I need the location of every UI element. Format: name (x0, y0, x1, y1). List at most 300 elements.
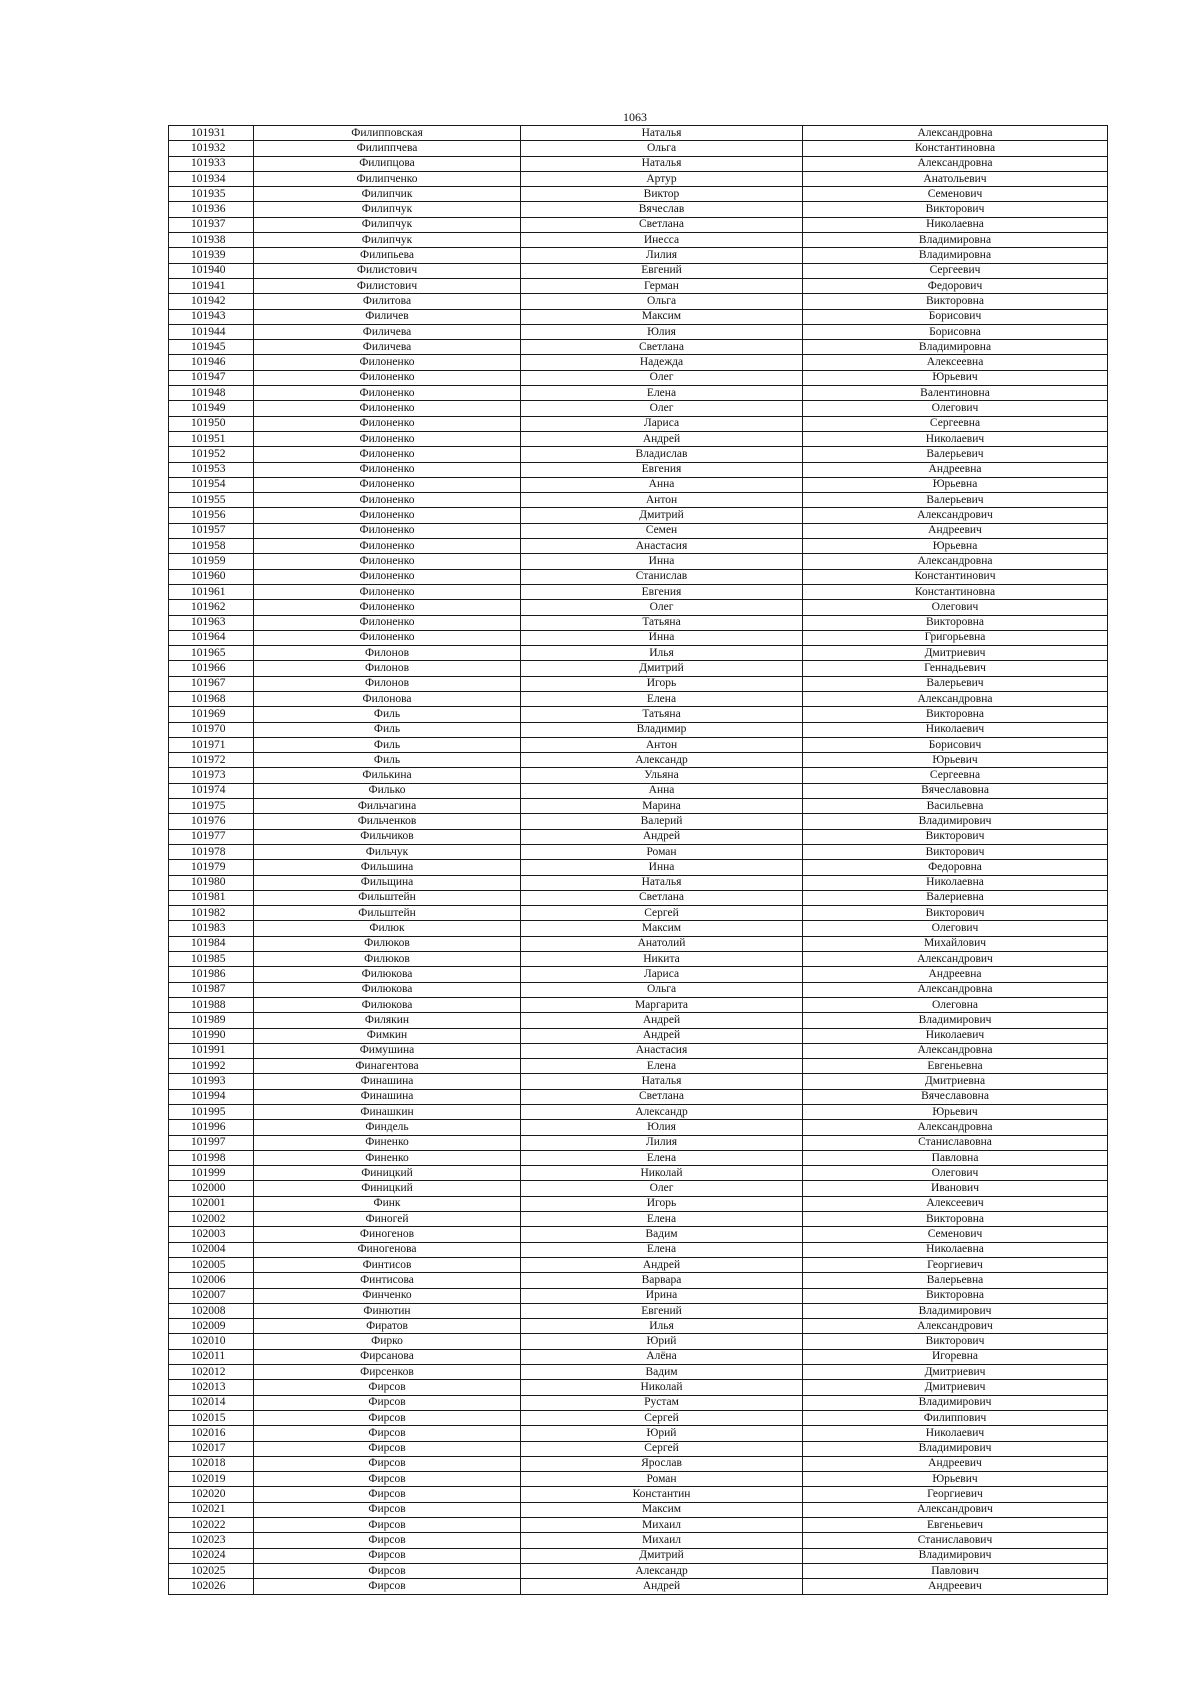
first-name-cell: Инна (521, 630, 803, 645)
record-number-cell: 101936 (169, 202, 254, 217)
table-row (169, 1487, 1108, 1502)
surname-cell: Фильчук (254, 844, 521, 859)
table-row (169, 1472, 1108, 1487)
table-row (169, 431, 1108, 446)
first-name-cell: Евгений (521, 263, 803, 278)
surname-cell: Финицкий (254, 1181, 521, 1196)
surname-cell: Фильченков (254, 814, 521, 829)
record-number-cell: 101974 (169, 783, 254, 798)
patronymic-cell: Семенович (803, 1227, 1108, 1242)
table-row (169, 768, 1108, 783)
record-number-cell: 101942 (169, 294, 254, 309)
patronymic-cell: Александровна (803, 1120, 1108, 1135)
surname-cell: Фирсов (254, 1380, 521, 1395)
patronymic-cell: Вячеславовна (803, 783, 1108, 798)
surname-cell: Фирсов (254, 1533, 521, 1548)
record-number-cell: 101945 (169, 340, 254, 355)
record-number-cell: 102008 (169, 1303, 254, 1318)
first-name-cell: Ульяна (521, 768, 803, 783)
surname-cell: Финенко (254, 1150, 521, 1165)
patronymic-cell: Александровна (803, 1043, 1108, 1058)
table-row (169, 936, 1108, 951)
table-row (169, 1456, 1108, 1471)
first-name-cell: Олег (521, 1181, 803, 1196)
table-row (169, 355, 1108, 370)
first-name-cell: Евгения (521, 584, 803, 599)
patronymic-cell: Владимирович (803, 1013, 1108, 1028)
patronymic-cell: Андреевич (803, 1456, 1108, 1471)
record-number-cell: 102019 (169, 1472, 254, 1487)
patronymic-cell: Олегович (803, 600, 1108, 615)
table-row (169, 1135, 1108, 1150)
patronymic-cell: Константиновна (803, 141, 1108, 156)
patronymic-cell: Александровна (803, 691, 1108, 706)
patronymic-cell: Алексеевич (803, 1196, 1108, 1211)
first-name-cell: Инна (521, 860, 803, 875)
surname-cell: Фирсенков (254, 1365, 521, 1380)
record-number-cell: 101947 (169, 370, 254, 385)
patronymic-cell: Станиславович (803, 1533, 1108, 1548)
record-number-cell: 101946 (169, 355, 254, 370)
patronymic-cell: Вячеславовна (803, 1089, 1108, 1104)
surname-cell: Филоненко (254, 569, 521, 584)
first-name-cell: Анастасия (521, 539, 803, 554)
patronymic-cell: Владимировна (803, 233, 1108, 248)
surname-cell: Филоненко (254, 539, 521, 554)
surname-cell: Фильчагина (254, 799, 521, 814)
surname-cell: Фильшина (254, 860, 521, 875)
table-row (169, 386, 1108, 401)
record-number-cell: 101994 (169, 1089, 254, 1104)
table-row (169, 416, 1108, 431)
first-name-cell: Николай (521, 1380, 803, 1395)
first-name-cell: Лариса (521, 967, 803, 982)
first-name-cell: Татьяна (521, 707, 803, 722)
first-name-cell: Марина (521, 799, 803, 814)
table-row (169, 844, 1108, 859)
record-number-cell: 101962 (169, 600, 254, 615)
surname-cell: Филякин (254, 1013, 521, 1028)
first-name-cell: Игорь (521, 676, 803, 691)
record-number-cell: 102021 (169, 1502, 254, 1517)
first-name-cell: Светлана (521, 890, 803, 905)
roster-table (168, 125, 1108, 1595)
table-row (169, 539, 1108, 554)
record-number-cell: 101933 (169, 156, 254, 171)
record-number-cell: 101934 (169, 171, 254, 186)
surname-cell: Филоненко (254, 355, 521, 370)
table-row (169, 1518, 1108, 1533)
patronymic-cell: Викторовна (803, 615, 1108, 630)
surname-cell: Фирсов (254, 1456, 521, 1471)
first-name-cell: Герман (521, 278, 803, 293)
surname-cell: Филипчук (254, 202, 521, 217)
record-number-cell: 101938 (169, 233, 254, 248)
table-row (169, 691, 1108, 706)
first-name-cell: Юрий (521, 1334, 803, 1349)
record-number-cell: 101982 (169, 906, 254, 921)
surname-cell: Финютин (254, 1303, 521, 1318)
record-number-cell: 101957 (169, 523, 254, 538)
patronymic-cell: Олеговна (803, 997, 1108, 1012)
roster-body (169, 126, 1108, 1595)
table-row (169, 707, 1108, 722)
surname-cell: Фирсанова (254, 1349, 521, 1364)
table-row (169, 1441, 1108, 1456)
table-row (169, 462, 1108, 477)
first-name-cell: Игорь (521, 1196, 803, 1211)
table-row (169, 1227, 1108, 1242)
surname-cell: Финагентова (254, 1059, 521, 1074)
record-number-cell: 101956 (169, 508, 254, 523)
table-row (169, 1533, 1108, 1548)
record-number-cell: 101935 (169, 187, 254, 202)
patronymic-cell: Юрьевич (803, 1105, 1108, 1120)
record-number-cell: 102020 (169, 1487, 254, 1502)
surname-cell: Фиратов (254, 1319, 521, 1334)
patronymic-cell: Семенович (803, 187, 1108, 202)
surname-cell: Фирсов (254, 1441, 521, 1456)
first-name-cell: Валерий (521, 814, 803, 829)
record-number-cell: 102011 (169, 1349, 254, 1364)
patronymic-cell: Викторович (803, 829, 1108, 844)
first-name-cell: Максим (521, 921, 803, 936)
table-row (169, 615, 1108, 630)
surname-cell: Филь (254, 753, 521, 768)
patronymic-cell: Валерьевич (803, 493, 1108, 508)
surname-cell: Филоненко (254, 431, 521, 446)
record-number-cell: 101981 (169, 890, 254, 905)
table-row (169, 202, 1108, 217)
first-name-cell: Александр (521, 1563, 803, 1578)
first-name-cell: Дмитрий (521, 661, 803, 676)
record-number-cell: 101983 (169, 921, 254, 936)
table-row (169, 1395, 1108, 1410)
record-number-cell: 102007 (169, 1288, 254, 1303)
table-row (169, 493, 1108, 508)
table-row (169, 523, 1108, 538)
first-name-cell: Андрей (521, 1013, 803, 1028)
surname-cell: Филиппчева (254, 141, 521, 156)
patronymic-cell: Валерьевна (803, 1273, 1108, 1288)
first-name-cell: Анастасия (521, 1043, 803, 1058)
surname-cell: Филистович (254, 278, 521, 293)
surname-cell: Филипцова (254, 156, 521, 171)
record-number-cell: 101966 (169, 661, 254, 676)
surname-cell: Фирсов (254, 1548, 521, 1563)
first-name-cell: Ольга (521, 294, 803, 309)
first-name-cell: Елена (521, 386, 803, 401)
table-row (169, 187, 1108, 202)
first-name-cell: Дмитрий (521, 508, 803, 523)
surname-cell: Фирко (254, 1334, 521, 1349)
record-number-cell: 101969 (169, 707, 254, 722)
first-name-cell: Михаил (521, 1518, 803, 1533)
table-row (169, 875, 1108, 890)
patronymic-cell: Михайлович (803, 936, 1108, 951)
first-name-cell: Светлана (521, 1089, 803, 1104)
table-row (169, 1150, 1108, 1165)
record-number-cell: 101997 (169, 1135, 254, 1150)
record-number-cell: 101950 (169, 416, 254, 431)
first-name-cell: Юлия (521, 1120, 803, 1135)
patronymic-cell: Георгиевич (803, 1487, 1108, 1502)
patronymic-cell: Григорьевна (803, 630, 1108, 645)
record-number-cell: 101978 (169, 844, 254, 859)
table-row (169, 1212, 1108, 1227)
first-name-cell: Евгений (521, 1303, 803, 1318)
table-row (169, 1380, 1108, 1395)
patronymic-cell: Александрович (803, 508, 1108, 523)
record-number-cell: 101988 (169, 997, 254, 1012)
first-name-cell: Артур (521, 171, 803, 186)
record-number-cell: 102010 (169, 1334, 254, 1349)
surname-cell: Филонов (254, 646, 521, 661)
table-row (169, 1257, 1108, 1272)
record-number-cell: 101984 (169, 936, 254, 951)
record-number-cell: 101972 (169, 753, 254, 768)
surname-cell: Фимкин (254, 1028, 521, 1043)
table-row (169, 600, 1108, 615)
record-number-cell: 101992 (169, 1059, 254, 1074)
first-name-cell: Лариса (521, 416, 803, 431)
surname-cell: Финдель (254, 1120, 521, 1135)
table-row (169, 156, 1108, 171)
patronymic-cell: Анатольевич (803, 171, 1108, 186)
record-number-cell: 102005 (169, 1257, 254, 1272)
patronymic-cell: Евгеньевна (803, 1059, 1108, 1074)
first-name-cell: Светлана (521, 217, 803, 232)
table-row (169, 1563, 1108, 1578)
table-row (169, 967, 1108, 982)
table-row (169, 401, 1108, 416)
patronymic-cell: Владимирович (803, 1303, 1108, 1318)
table-row (169, 646, 1108, 661)
surname-cell: Филоненко (254, 416, 521, 431)
surname-cell: Филоненко (254, 370, 521, 385)
table-row (169, 1013, 1108, 1028)
surname-cell: Филоненко (254, 462, 521, 477)
first-name-cell: Виктор (521, 187, 803, 202)
surname-cell: Филипченко (254, 171, 521, 186)
table-row (169, 1502, 1108, 1517)
patronymic-cell: Валентиновна (803, 386, 1108, 401)
surname-cell: Фимушина (254, 1043, 521, 1058)
first-name-cell: Антон (521, 493, 803, 508)
patronymic-cell: Иванович (803, 1181, 1108, 1196)
patronymic-cell: Николаевна (803, 217, 1108, 232)
first-name-cell: Вадим (521, 1365, 803, 1380)
table-row (169, 508, 1108, 523)
record-number-cell: 101949 (169, 401, 254, 416)
first-name-cell: Наталья (521, 126, 803, 141)
record-number-cell: 101995 (169, 1105, 254, 1120)
first-name-cell: Наталья (521, 875, 803, 890)
patronymic-cell: Сергеевна (803, 768, 1108, 783)
surname-cell: Филонов (254, 661, 521, 676)
patronymic-cell: Андреевна (803, 967, 1108, 982)
patronymic-cell: Викторович (803, 906, 1108, 921)
first-name-cell: Сергей (521, 1410, 803, 1425)
first-name-cell: Елена (521, 1150, 803, 1165)
surname-cell: Филюков (254, 936, 521, 951)
table-row (169, 952, 1108, 967)
patronymic-cell: Викторович (803, 202, 1108, 217)
surname-cell: Филонов (254, 676, 521, 691)
patronymic-cell: Сергеевна (803, 416, 1108, 431)
patronymic-cell: Валерьевич (803, 447, 1108, 462)
surname-cell: Фирсов (254, 1426, 521, 1441)
surname-cell: Филипповская (254, 126, 521, 141)
patronymic-cell: Викторович (803, 844, 1108, 859)
record-number-cell: 102025 (169, 1563, 254, 1578)
table-row (169, 309, 1108, 324)
record-number-cell: 101985 (169, 952, 254, 967)
table-row (169, 722, 1108, 737)
patronymic-cell: Олегович (803, 921, 1108, 936)
record-number-cell: 101943 (169, 309, 254, 324)
surname-cell: Финтисова (254, 1273, 521, 1288)
first-name-cell: Маргарита (521, 997, 803, 1012)
table-row (169, 1426, 1108, 1441)
table-row (169, 233, 1108, 248)
table-row (169, 860, 1108, 875)
patronymic-cell: Юрьевна (803, 477, 1108, 492)
table-row (169, 1365, 1108, 1380)
patronymic-cell: Евгеньевич (803, 1518, 1108, 1533)
patronymic-cell: Николаевич (803, 1028, 1108, 1043)
surname-cell: Финашина (254, 1074, 521, 1089)
surname-cell: Филоненко (254, 508, 521, 523)
patronymic-cell: Дмитриевич (803, 646, 1108, 661)
first-name-cell: Владислав (521, 447, 803, 462)
table-row (169, 1410, 1108, 1425)
table-row (169, 324, 1108, 339)
surname-cell: Филичева (254, 324, 521, 339)
patronymic-cell: Константиновна (803, 584, 1108, 599)
surname-cell: Фирсов (254, 1563, 521, 1578)
record-number-cell: 101939 (169, 248, 254, 263)
patronymic-cell: Николаевна (803, 1242, 1108, 1257)
record-number-cell: 101998 (169, 1150, 254, 1165)
surname-cell: Финогенова (254, 1242, 521, 1257)
record-number-cell: 102022 (169, 1518, 254, 1533)
table-row (169, 1166, 1108, 1181)
first-name-cell: Николай (521, 1166, 803, 1181)
surname-cell: Филоненко (254, 386, 521, 401)
surname-cell: Финашкин (254, 1105, 521, 1120)
table-row (169, 217, 1108, 232)
patronymic-cell: Алексеевна (803, 355, 1108, 370)
table-row (169, 248, 1108, 263)
surname-cell: Фирсов (254, 1502, 521, 1517)
table-row (169, 1349, 1108, 1364)
first-name-cell: Инна (521, 554, 803, 569)
surname-cell: Фирсов (254, 1472, 521, 1487)
patronymic-cell: Александровна (803, 982, 1108, 997)
first-name-cell: Елена (521, 1242, 803, 1257)
patronymic-cell: Николаевич (803, 1426, 1108, 1441)
patronymic-cell: Игоревна (803, 1349, 1108, 1364)
table-row (169, 171, 1108, 186)
table-row (169, 1319, 1108, 1334)
table-row (169, 799, 1108, 814)
table-row (169, 982, 1108, 997)
patronymic-cell: Владимировна (803, 340, 1108, 355)
record-number-cell: 101964 (169, 630, 254, 645)
surname-cell: Филь (254, 722, 521, 737)
record-number-cell: 101976 (169, 814, 254, 829)
page-number: 1063 (623, 110, 647, 124)
surname-cell: Филоненко (254, 401, 521, 416)
first-name-cell: Роман (521, 844, 803, 859)
patronymic-cell: Александровна (803, 156, 1108, 171)
record-number-cell: 101970 (169, 722, 254, 737)
patronymic-cell: Станиславовна (803, 1135, 1108, 1150)
table-row (169, 1074, 1108, 1089)
table-row (169, 1548, 1108, 1563)
patronymic-cell: Федорович (803, 278, 1108, 293)
table-row (169, 890, 1108, 905)
first-name-cell: Максим (521, 309, 803, 324)
first-name-cell: Елена (521, 1059, 803, 1074)
first-name-cell: Алёна (521, 1349, 803, 1364)
patronymic-cell: Викторович (803, 1334, 1108, 1349)
first-name-cell: Олег (521, 600, 803, 615)
record-number-cell: 102026 (169, 1579, 254, 1594)
first-name-cell: Лилия (521, 248, 803, 263)
patronymic-cell: Александровна (803, 554, 1108, 569)
surname-cell: Филоненко (254, 477, 521, 492)
record-number-cell: 101975 (169, 799, 254, 814)
table-row (169, 584, 1108, 599)
first-name-cell: Елена (521, 691, 803, 706)
first-name-cell: Андрей (521, 431, 803, 446)
record-number-cell: 101958 (169, 539, 254, 554)
patronymic-cell: Дмитриевна (803, 1074, 1108, 1089)
patronymic-cell: Юрьевна (803, 539, 1108, 554)
table-row (169, 554, 1108, 569)
surname-cell: Филоненко (254, 615, 521, 630)
record-number-cell: 101960 (169, 569, 254, 584)
surname-cell: Фирсов (254, 1518, 521, 1533)
table-row (169, 263, 1108, 278)
table-row (169, 340, 1108, 355)
record-number-cell: 101931 (169, 126, 254, 141)
first-name-cell: Андрей (521, 1257, 803, 1272)
first-name-cell: Константин (521, 1487, 803, 1502)
first-name-cell: Анатолий (521, 936, 803, 951)
surname-cell: Финашина (254, 1089, 521, 1104)
surname-cell: Филькина (254, 768, 521, 783)
surname-cell: Филипчик (254, 187, 521, 202)
patronymic-cell: Юрьевич (803, 1472, 1108, 1487)
surname-cell: Филюкова (254, 982, 521, 997)
record-number-cell: 102015 (169, 1410, 254, 1425)
surname-cell: Фирсов (254, 1395, 521, 1410)
first-name-cell: Наталья (521, 156, 803, 171)
table-row (169, 997, 1108, 1012)
first-name-cell: Вячеслав (521, 202, 803, 217)
patronymic-cell: Николаевич (803, 722, 1108, 737)
table-row (169, 1059, 1108, 1074)
table-row (169, 737, 1108, 752)
record-number-cell: 102016 (169, 1426, 254, 1441)
patronymic-cell: Олегович (803, 1166, 1108, 1181)
patronymic-cell: Борисовна (803, 324, 1108, 339)
patronymic-cell: Николаевна (803, 875, 1108, 890)
record-number-cell: 101989 (169, 1013, 254, 1028)
